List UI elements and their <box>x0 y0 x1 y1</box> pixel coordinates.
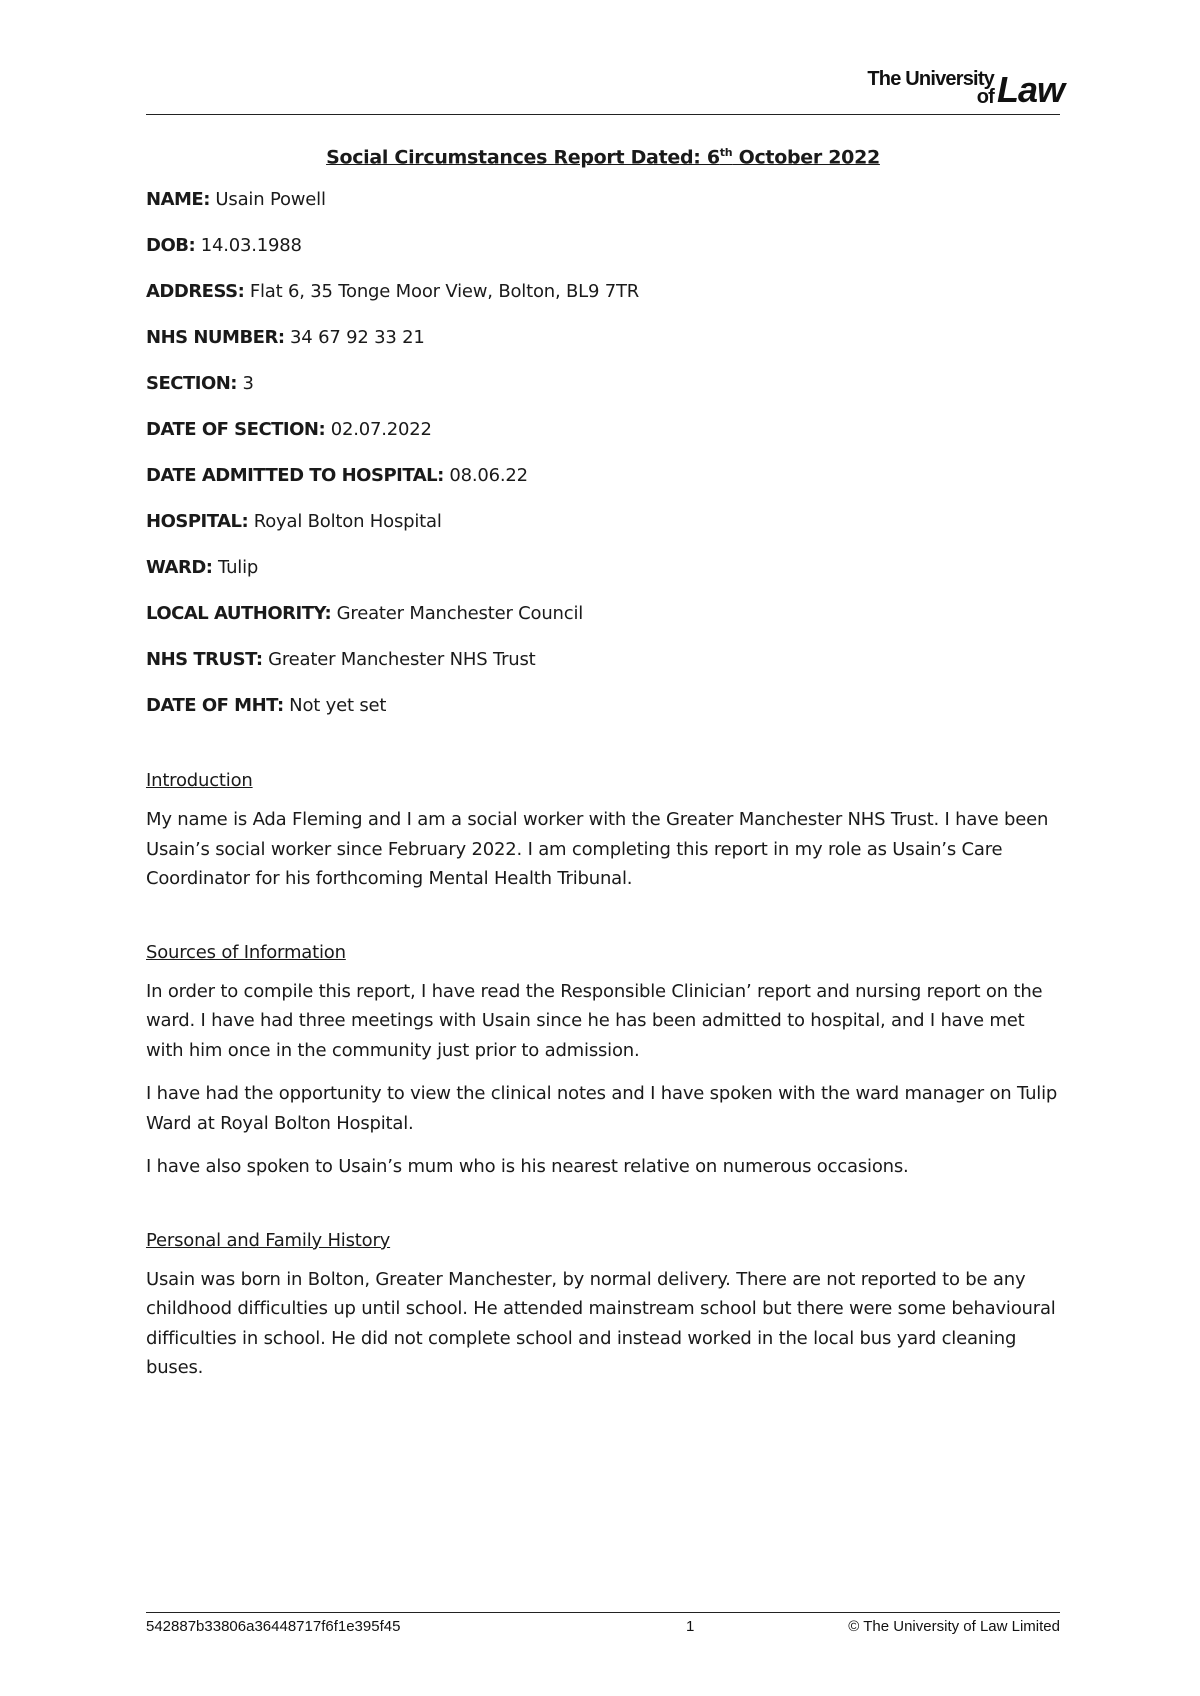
detail-value: Greater Manchester NHS Trust <box>262 649 536 671</box>
detail-field <box>146 556 1060 580</box>
patient-details <box>146 188 1060 718</box>
detail-value: 34 67 92 33 21 <box>284 327 425 349</box>
detail-field <box>146 280 1060 304</box>
page-footer <box>146 1618 1060 1640</box>
section-paragraph: Usain was born in Bolton, Greater Manchester, by normal delivery. There are not reported to be any childhood difficulties up until school. He attended mainstream school but there were some behavioural difficulties in school. He did not complete school and instead worked in the local bus yard cleaning buses. <box>146 1268 1056 1379</box>
section-paragraph: I have also spoken to Usain’s mum who is his nearest relative on numerous occasions. <box>146 1156 909 1178</box>
detail-field <box>146 510 1060 534</box>
detail-field <box>146 648 1060 672</box>
detail-label: WARD: <box>146 557 213 579</box>
detail-value: 14.03.1988 <box>195 235 302 257</box>
detail-field <box>146 372 1060 396</box>
detail-value: Flat 6, 35 Tonge Moor View, Bolton, BL9 7TR <box>244 281 640 303</box>
report-section <box>146 1230 1060 1383</box>
detail-label: ADDRESS: <box>146 281 245 303</box>
detail-field <box>146 188 1060 212</box>
report-body <box>146 146 1060 1397</box>
detail-value: 08.06.22 <box>443 465 528 487</box>
report-section <box>146 770 1060 894</box>
detail-value: Tulip <box>212 557 259 579</box>
section-heading: Introduction <box>146 770 253 792</box>
report-sections <box>146 770 1060 1383</box>
detail-value: Usain Powell <box>209 189 326 211</box>
logo-line-2: of <box>976 86 994 108</box>
logo-line-3: Law <box>996 69 1064 110</box>
detail-value: Royal Bolton Hospital <box>248 511 442 533</box>
page-number: 1 <box>686 1618 695 1635</box>
detail-value: 3 <box>237 373 254 395</box>
university-of-law-logo <box>854 68 1064 108</box>
section-heading: Personal and Family History <box>146 1229 391 1251</box>
report-title: Social Circumstances Report Dated: 6th October 2022 <box>326 146 880 169</box>
copyright-notice: © The University of Law Limited <box>848 1618 1060 1635</box>
section-paragraph: In order to compile this report, I have read the Responsible Clinician’ report and nursing report on the ward. I have had three meetings with Usain since he has been admitted to hospital, and I have met with him once in the community just prior to admission. <box>146 980 1043 1061</box>
detail-label: DATE OF SECTION: <box>146 419 326 441</box>
footer-divider <box>146 1612 1060 1613</box>
logo-line-1: The University <box>867 68 994 90</box>
detail-field <box>146 602 1060 626</box>
detail-field <box>146 234 1060 258</box>
document-id: 542887b33806a36448717f6f1e395f45 <box>146 1618 401 1635</box>
header-divider <box>146 114 1060 115</box>
detail-label: NAME: <box>146 189 210 211</box>
section-heading: Sources of Information <box>146 941 346 963</box>
detail-field <box>146 464 1060 488</box>
detail-label: NHS NUMBER: <box>146 327 285 349</box>
detail-label: LOCAL AUTHORITY: <box>146 603 332 625</box>
detail-field <box>146 694 1060 718</box>
detail-value: Not yet set <box>283 695 387 717</box>
detail-value: 02.07.2022 <box>325 419 432 441</box>
detail-label: SECTION: <box>146 373 238 395</box>
detail-label: DATE OF MHT: <box>146 695 284 717</box>
detail-label: DOB: <box>146 235 196 257</box>
detail-label: NHS TRUST: <box>146 649 263 671</box>
detail-field <box>146 326 1060 350</box>
detail-value: Greater Manchester Council <box>331 603 584 625</box>
detail-label: DATE ADMITTED TO HOSPITAL: <box>146 465 444 487</box>
section-paragraph: My name is Ada Fleming and I am a social worker with the Greater Manchester NHS Trust. I have been Usain’s social worker since February 2022. I am completing this report in my role as Usain’s Care Coordinator for his forthcoming Mental Health Tribunal. <box>146 809 1049 890</box>
section-paragraph: I have had the opportunity to view the clinical notes and I have spoken with the ward manager on Tulip Ward at Royal Bolton Hospital. <box>146 1083 1058 1134</box>
detail-field <box>146 418 1060 442</box>
detail-label: HOSPITAL: <box>146 511 249 533</box>
report-section <box>146 942 1060 1182</box>
